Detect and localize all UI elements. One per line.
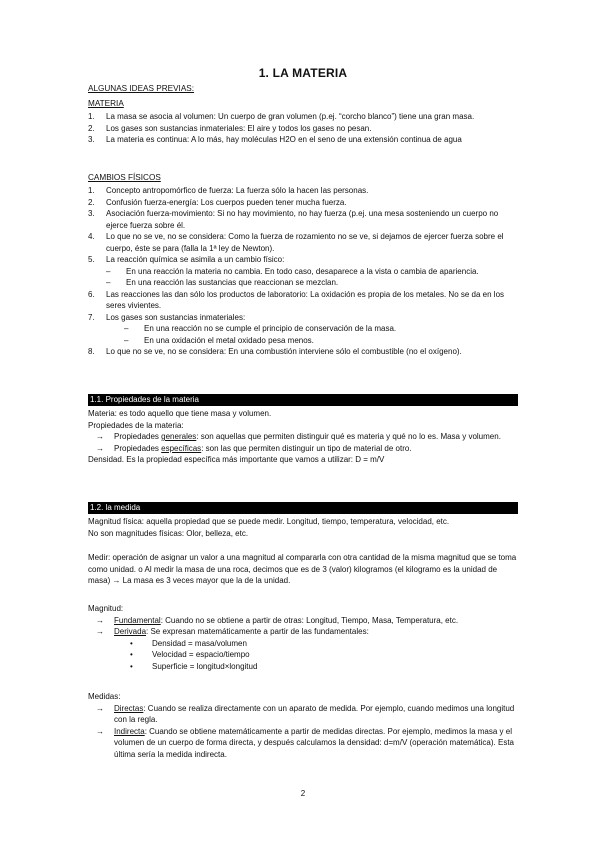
- cambios-list: [88, 185, 518, 358]
- arrow-item: → Propiedades generales: son aquellas que permiten distinguir qué es materia y qué no lo es. Masa y volumen.: [96, 432, 501, 441]
- arrow-item: → Derivada: Se expresan matemáticamente a partir de las fundamentales:: [96, 627, 369, 636]
- medidas-section: Medidas: → Directas: Cuando se realiza directamente con un aparato de medida. Por ejemplo, cuando medimos una longitud con la regla. → Indirecta: Cuando se obtiene matemáticamente a partir de medidas directas. Por ejemplo, medimos la masa y el volumen de un cuerpo de forma directa, y después calculamos la densidad: d=m/V (operación matemática). Esta última sería la medida indirecta.: [88, 691, 518, 760]
- page-number: 2: [300, 789, 306, 798]
- arrow-item: → Indirecta: Cuando se obtiene matemáticamente a partir de medidas directas. Por ejemplo, medimos la masa y el volumen de un cuerpo de forma directa, y después calculamos la densidad: d=m/V (operación matemática). Esta última sería la medida indirecta.: [96, 726, 514, 759]
- list-item: 2. Los gases son sustancias inmateriales: El aire y todos los gases no pesan.: [88, 123, 372, 133]
- list-item: 3. Asociación fuerza-movimiento: Si no hay movimiento, no hay fuerza (p.ej. una mesa sosteniendo un cuerpo no ejerce fuerza sobre él.: [88, 209, 499, 230]
- bullet-item: • Velocidad = espacio/tiempo: [130, 650, 250, 659]
- arrow-item: → Propiedades específicas: son las que permiten distinguir un tipo de material de otro.: [96, 443, 412, 453]
- arrow-item: → Directas: Cuando se realiza directamente con un aparato de medida. Por ejemplo, cuando medimos una longitud con la regla.: [96, 703, 515, 724]
- arrow-item: → Fundamental: Cuando no se obtiene a partir de otras: Longitud, Tiempo, Masa, Temperatura, etc.: [96, 615, 459, 625]
- definition-line: Propiedades de la materia:: [88, 420, 184, 430]
- cambios-heading: CAMBIOS FÍSICOS: [88, 173, 161, 182]
- properties-section: [88, 408, 518, 466]
- medir-paragraph: Medir: operación de asignar un valor a una magnitud al compararla con otra cantidad de la misma magnitud que se toma como unidad. o Al medir la masa de una roca, decimos que es de 3 (valor) kilogramos (el kilogramo es la unidad de masa) → La masa es 3 veces mayor que la de la unidad.: [88, 553, 517, 585]
- list-item: 5. La reacción química se asimila a un cambio físico:: [88, 255, 285, 264]
- page-title: 1. LA MATERIA: [258, 66, 348, 80]
- section-bar-measurement: 1.2. la medida: [88, 502, 518, 514]
- list-item: 7. Los gases son sustancias inmateriales:: [88, 312, 246, 322]
- list-item: 4. Lo que no se ve, no se considera: Como la fuerza de rozamiento no se ve, si dejamos de ejercer fuerza sobre el cuerpo, éste se para (falla la 1ª ley de Newton).: [88, 232, 504, 253]
- definition-line: Densidad. Es la propiedad específica más importante que vamos a utilizar: D = m/V: [88, 455, 385, 464]
- section-bar-properties: 1.1. Propiedades de la materia: [88, 394, 518, 406]
- bullet-item: • Densidad = masa/volumen: [130, 638, 247, 648]
- list-item: 1. La masa se asocia al volumen: Un cuerpo de gran volumen (p.ej. “corcho blanco”) tiene una gran masa.: [88, 112, 475, 121]
- sub-list-item: – En una reacción no se cumple el principio de conservación de la masa.: [124, 324, 397, 333]
- list-item: 3. La materia es continua: A lo más, hay moléculas H2O en el seno de una extensión continua de agua: [88, 135, 462, 144]
- materia-heading: MATERIA: [88, 99, 124, 108]
- bullet-item: • Superficie = longitud×longitud: [130, 661, 258, 671]
- sub-list-item: – En una reacción las sustancias que reaccionan se mezclan.: [106, 278, 339, 287]
- sub-list-item: – En una reacción la materia no cambia. En todo caso, desaparece a la vista o cambia de apariencia.: [106, 266, 479, 276]
- measurement-intro: Magnitud física: aquella propiedad que se puede medir. Longitud, tiempo, temperatura, velocidad, etc. No son magnitudes físicas: Olor, belleza, etc.: [88, 517, 450, 538]
- ideas-heading: ALGUNAS IDEAS PREVIAS:: [88, 84, 195, 93]
- materia-list: [88, 111, 518, 146]
- list-item: 8. Lo que no se ve, no se considera: En una combustión interviene sólo el combustible (no el oxígeno).: [88, 347, 462, 356]
- list-item: 2. Confusión fuerza-energía: Los cuerpos pueden tener mucha fuerza.: [88, 197, 347, 207]
- list-item: 1. Concepto antropomórfico de fuerza: La fuerza sólo la hacen las personas.: [88, 186, 369, 195]
- definition-line: Materia: es todo aquello que tiene masa y volumen.: [88, 409, 272, 418]
- magnitud-section: Magnitud: → Fundamental: Cuando no se obtiene a partir de otras: Longitud, Tiempo, Masa, Temperatura, etc. → Derivada: Se expresan matemáticamente a partir de las fundamentales: • Densidad = masa/volumen • Velocidad = espacio/tiempo • Superficie = longitud×longitud: [88, 603, 518, 672]
- sub-list-item: – En una oxidación el metal oxidado pesa menos.: [124, 335, 314, 345]
- list-item: 6. Las reacciones las dan sólo los productos de laboratorio: La oxidación es propia de los metales. No se da en los seres vivientes.: [88, 289, 505, 310]
